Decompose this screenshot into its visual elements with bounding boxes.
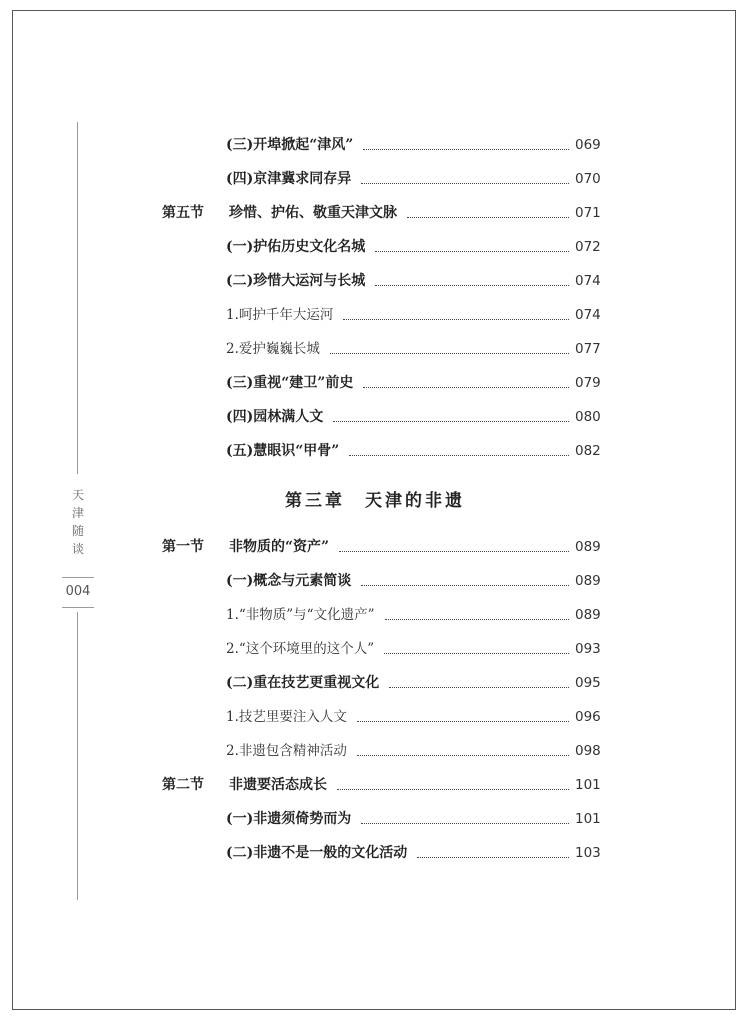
toc-leader-dots: [417, 857, 569, 858]
toc-entry: [0, 842, 750, 864]
toc-entry: [0, 570, 750, 592]
toc-page-number: 096: [575, 709, 601, 725]
toc-section-label: 第一节: [162, 539, 204, 555]
toc-leader-dots: [363, 387, 569, 388]
toc-entry: [0, 134, 750, 156]
toc-entry: [0, 774, 750, 796]
toc-page-number: 069: [575, 137, 601, 153]
toc-entry-title: (四)京津冀求同存异: [226, 171, 352, 187]
toc-entry-title: (一)非遗须倚势而为: [226, 811, 352, 827]
toc-leader-dots: [407, 217, 569, 218]
toc-leader-dots: [357, 755, 569, 756]
toc-leader-dots: [337, 789, 569, 790]
toc-entry-title: 非物质的“资产”: [229, 539, 330, 555]
toc-entry: [0, 406, 750, 428]
toc-page-number: 089: [575, 607, 601, 623]
toc-page-number: 093: [575, 641, 601, 657]
toc-entry-title: (五)慧眼识“甲骨”: [226, 443, 340, 459]
toc-leader-dots: [333, 421, 569, 422]
toc-entry-title: (四)园林满人文: [226, 409, 324, 425]
toc-entry: [0, 270, 750, 292]
toc-leader-dots: [361, 585, 569, 586]
toc-entry-title: (一)护佑历史文化名城: [226, 239, 366, 255]
toc-page-number: 082: [575, 443, 601, 459]
book-title-char: 津: [71, 506, 84, 520]
toc-entry-title: 珍惜、护佑、敬重天津文脉: [229, 205, 397, 221]
toc-page-number: 074: [575, 273, 601, 289]
toc-page-number: 077: [575, 341, 601, 357]
toc-page-number: 070: [575, 171, 601, 187]
toc-leader-dots: [385, 619, 570, 620]
toc-page-number: 103: [575, 845, 601, 861]
toc-entry: [0, 338, 750, 360]
toc-leader-dots: [361, 183, 569, 184]
toc-entry-title: 2.“这个环境里的这个人”: [226, 641, 375, 657]
toc-page-number: 098: [575, 743, 601, 759]
book-title-char: 天: [71, 488, 84, 502]
toc-leader-dots: [330, 353, 569, 354]
toc-entry-title: 2.爱护巍巍长城: [226, 341, 320, 357]
page-number: 004: [65, 584, 91, 599]
toc-entry: [0, 440, 750, 462]
toc-entry-title: (二)珍惜大运河与长城: [226, 273, 366, 289]
toc-leader-dots: [343, 319, 569, 320]
book-title-char: 随: [71, 524, 84, 538]
toc-entry-title: (二)非遗不是一般的文化活动: [226, 845, 408, 861]
chapter-heading: 第三章 天津的非遗: [285, 491, 465, 511]
toc-entry: [0, 706, 750, 728]
toc-entry: [0, 808, 750, 830]
toc-page-number: 095: [575, 675, 601, 691]
toc-page-number: 080: [575, 409, 601, 425]
toc-leader-dots: [361, 823, 569, 824]
toc-entry: [0, 236, 750, 258]
toc-entry: [0, 372, 750, 394]
toc-leader-dots: [375, 285, 569, 286]
toc-entry-title: 1.“非物质”与“文化遗产”: [226, 607, 375, 623]
toc-leader-dots: [349, 455, 569, 456]
toc-leader-dots: [363, 149, 569, 150]
toc-page-number: 072: [575, 239, 601, 255]
toc-entry: [0, 536, 750, 558]
toc-leader-dots: [389, 687, 569, 688]
toc-entry-title: 2.非遗包含精神活动: [226, 743, 347, 759]
toc-entry-title: 1.呵护千年大运河: [226, 307, 334, 323]
toc-page-number: 089: [575, 539, 601, 555]
toc-entry: [0, 304, 750, 326]
toc-page-number: 101: [575, 777, 601, 793]
toc-entry-title: (一)概念与元素简谈: [226, 573, 352, 589]
toc-page-number: 071: [575, 205, 601, 221]
toc-page-number: 101: [575, 811, 601, 827]
toc-entry-title: 1.技艺里要注入人文: [226, 709, 347, 725]
toc-entry: [0, 638, 750, 660]
toc-page-number: 074: [575, 307, 601, 323]
toc-section-label: 第二节: [162, 777, 204, 793]
toc-entry-title: (三)重视“建卫”前史: [226, 375, 354, 391]
toc-entry-title: (二)重在技艺更重视文化: [226, 675, 380, 691]
toc-section-label: 第五节: [162, 205, 204, 221]
toc-entry: [0, 672, 750, 694]
toc-entry: [0, 168, 750, 190]
toc-leader-dots: [384, 653, 569, 654]
book-title-char: 谈: [71, 542, 84, 556]
toc-leader-dots: [339, 551, 569, 552]
toc-page-number: 089: [575, 573, 601, 589]
toc-entry: [0, 604, 750, 626]
toc-entry: [0, 740, 750, 762]
toc-entry: [0, 202, 750, 224]
toc-leader-dots: [357, 721, 569, 722]
toc-entry-title: 非遗要活态成长: [229, 777, 327, 793]
toc-entry-title: (三)开埠掀起“津风”: [226, 137, 354, 153]
toc-page-number: 079: [575, 375, 601, 391]
toc-leader-dots: [375, 251, 569, 252]
